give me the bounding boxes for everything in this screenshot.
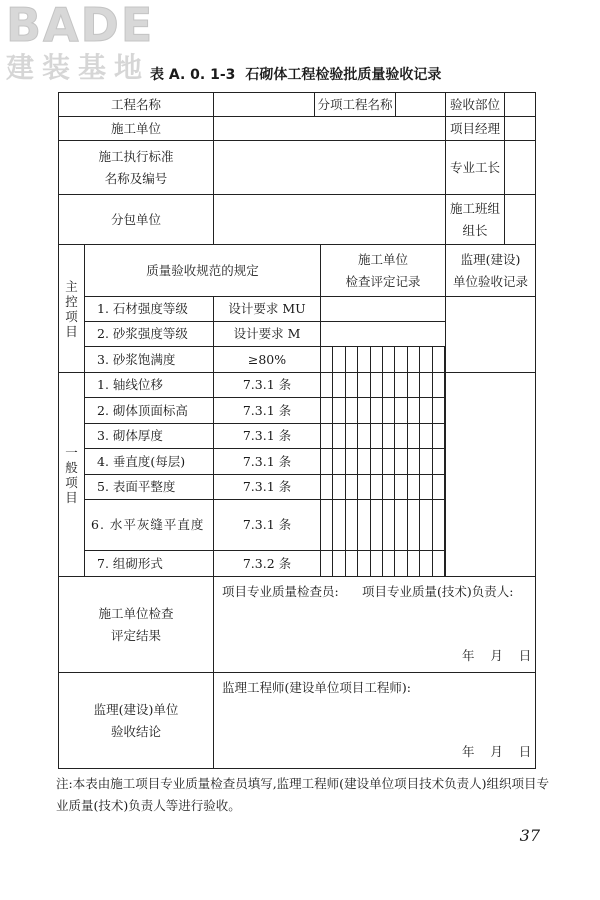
- general-items-label-text: [65, 445, 78, 505]
- project-name-label: 工程名称: [110, 96, 161, 112]
- construction-result-label: [59, 577, 213, 672]
- general-item-1-name: 1. 轴线位移: [97, 377, 163, 392]
- construction-unit-label: 施工单位: [110, 120, 161, 136]
- main-control-label-text: [65, 279, 78, 339]
- inspector-signature-label: 项目专业质量检查员:: [222, 584, 339, 599]
- supervision-header: [446, 245, 535, 296]
- project-manager-value[interactable]: [505, 117, 535, 140]
- standard-label-line-2: 名称及编号: [104, 170, 168, 186]
- accept-part-label: 验收部位: [449, 96, 500, 112]
- team-leader-label: [446, 195, 504, 244]
- general-item-4-req: 7.3.1 条: [242, 453, 292, 469]
- main-item-1-name: 1. 石材强度等级: [97, 301, 188, 316]
- vt-general-char-2: 项: [65, 474, 78, 490]
- accept-part-value[interactable]: [505, 93, 535, 116]
- main-item-3-name: 3. 砂浆饱满度: [97, 351, 176, 367]
- logo-subtitle: 建装基地: [6, 51, 151, 84]
- general-item-6-name: 6. 水平灰缝平直度: [91, 517, 205, 532]
- check-cells-main: [333, 347, 445, 372]
- supervision-result-label-line-1: 监理(建设)单位: [93, 701, 179, 717]
- construction-result-date: 年 月 日: [462, 648, 532, 663]
- construction-check-header: [321, 245, 445, 296]
- foreman-label: 专业工长: [449, 159, 500, 175]
- construction-check-header-line-1: 施工单位: [357, 251, 408, 267]
- supervision-result-label-line-2: 验收结论: [110, 723, 161, 739]
- main-item-1-req: 设计要求 MU: [228, 301, 306, 316]
- supervision-result-label: [59, 673, 213, 768]
- subcontract-label: 分包单位: [110, 211, 161, 227]
- vt-general-char-3: 目: [65, 489, 78, 505]
- table-title-text: 石砌体工程检验批质量验收记录: [245, 67, 442, 83]
- tech-lead-signature-label: 项目专业质量(技术)负责人:: [362, 584, 514, 599]
- general-item-7-name: 7. 组砌形式: [97, 555, 163, 571]
- subproject-label: 分项工程名称: [317, 96, 393, 112]
- logo-text: BADE: [6, 0, 155, 52]
- main-item-2-req: 设计要求 M: [233, 326, 301, 341]
- team-leader-label-line-1: 施工班组: [449, 200, 500, 216]
- construction-check-header-line-2: 检查评定记录: [345, 273, 421, 289]
- footnote: 注:本表由施工项目专业质量检查员填写,监理工程师(建设单位项目技术负责人)组织项目专业质量(技术)负责人等进行验收。: [56, 776, 549, 813]
- vt-main-char-2: 项: [65, 308, 78, 324]
- general-item-5-req: 7.3.1 条: [242, 479, 292, 494]
- vt-main-char-0: 主: [65, 278, 78, 294]
- vt-main-char-1: 控: [65, 293, 78, 309]
- engineer-signature-label: 监理工程师(建设单位项目工程师):: [222, 680, 411, 695]
- general-item-2-req: 7.3.1 条: [242, 402, 292, 418]
- subcontract-value[interactable]: [214, 195, 445, 244]
- project-name-value[interactable]: [214, 93, 314, 116]
- construction-result-label-line-2: 评定结果: [110, 627, 161, 643]
- construction-unit-value[interactable]: [214, 117, 445, 140]
- main-item-3-req: ≥80%: [247, 351, 287, 367]
- foreman-value[interactable]: [505, 141, 535, 194]
- general-item-6-req: 7.3.1 条: [242, 517, 292, 532]
- vt-general-char-0: 一: [65, 444, 78, 460]
- main-control-label: [59, 245, 84, 372]
- vt-general-char-1: 般: [65, 459, 78, 475]
- general-item-5-name: 5. 表面平整度: [97, 479, 176, 494]
- supervision-header-line-2: 单位验收记录: [452, 273, 528, 289]
- spec-header: 质量验收规范的规定: [146, 262, 259, 278]
- team-leader-label-line-2: 组长: [462, 222, 488, 238]
- subproject-value[interactable]: [396, 93, 445, 116]
- general-item-1-req: 7.3.1 条: [242, 377, 292, 392]
- standard-label: [59, 141, 213, 194]
- table-number: 表 A. 0. 1-3: [150, 67, 236, 83]
- general-items-label: [59, 373, 84, 576]
- vt-main-char-3: 目: [65, 323, 78, 339]
- page-number: 37: [519, 826, 540, 845]
- supervision-header-line-1: 监理(建设): [460, 251, 521, 267]
- standard-label-line-1: 施工执行标准: [98, 148, 174, 164]
- supervision-result-date: 年 月 日: [462, 744, 532, 759]
- general-item-7-req: 7.3.2 条: [242, 555, 292, 571]
- main-item-2-name: 2. 砂浆强度等级: [97, 326, 188, 341]
- general-item-2-name: 2. 砌体顶面标高: [97, 402, 188, 418]
- construction-result-label-line-1: 施工单位检查: [98, 605, 174, 621]
- standard-value[interactable]: [214, 141, 445, 194]
- general-item-3-req: 7.3.1 条: [242, 428, 292, 443]
- general-item-3-name: 3. 砌体厚度: [97, 428, 163, 443]
- team-leader-value[interactable]: [505, 195, 535, 244]
- project-manager-label: 项目经理: [449, 120, 500, 136]
- general-item-4-name: 4. 垂直度(每层): [97, 453, 186, 469]
